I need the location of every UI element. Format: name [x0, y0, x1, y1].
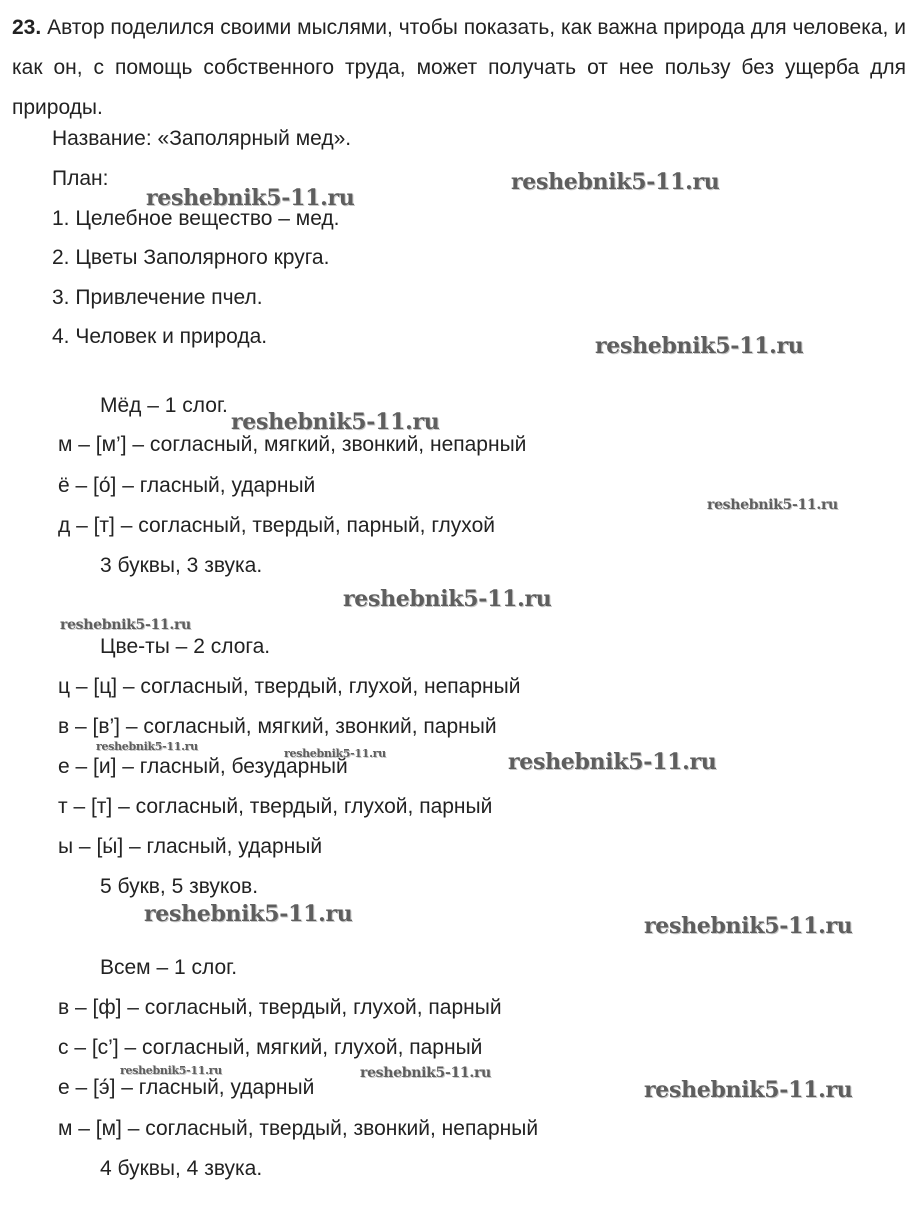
plan-item: 4. Человек и природа. — [52, 325, 268, 348]
plan-item: 1. Целебное вещество – мед. — [52, 207, 340, 230]
letter-analysis: д – [т] – согласный, твердый, парный, глухой — [58, 514, 495, 537]
letter-analysis: ы – [ы́] – гласный, ударный — [58, 835, 323, 858]
letter-analysis: е – [и] – гласный, безударный — [58, 755, 348, 778]
task-text: Автор поделился своими мыслями, чтобы показать, как важна природа для человека, и как он, с помощь собственного труда, может получать от нее пользу без ущерба для природы. — [12, 16, 906, 119]
plan-label: План: — [52, 167, 109, 190]
word-heading: Всем – 1 слог. — [100, 956, 238, 979]
plan-item: 3. Привлечение пчел. — [52, 286, 263, 309]
watermark: reshebnik5-11.ru — [644, 913, 853, 939]
letter-analysis: в – [ф] – согласный, твердый, глухой, парный — [58, 996, 502, 1019]
watermark: reshebnik5-11.ru — [144, 901, 353, 927]
watermark: reshebnik5-11.ru — [511, 169, 720, 195]
word-summary: 5 букв, 5 звуков. — [100, 875, 259, 898]
watermark: reshebnik5-11.ru — [146, 185, 355, 211]
watermark: reshebnik5-11.ru — [284, 747, 386, 760]
watermark: reshebnik5-11.ru — [96, 740, 198, 753]
watermark: reshebnik5-11.ru — [120, 1064, 222, 1077]
task-number: 23. — [12, 16, 42, 39]
watermark: reshebnik5-11.ru — [231, 409, 440, 435]
task-paragraph — [12, 8, 906, 128]
word-summary: 3 буквы, 3 звука. — [100, 554, 263, 577]
letter-analysis: м – [м] – согласный, твердый, звонкий, непарный — [58, 1117, 539, 1140]
letter-analysis: с – [с’] – согласный, мягкий, глухой, парный — [58, 1036, 483, 1059]
watermark: reshebnik5-11.ru — [360, 1065, 491, 1081]
watermark: reshebnik5-11.ru — [707, 497, 838, 513]
letter-analysis: е – [э́] – гласный, ударный — [58, 1076, 315, 1099]
word-heading: Мёд – 1 слог. — [100, 394, 228, 417]
letter-analysis: т – [т] – согласный, твердый, глухой, парный — [58, 795, 493, 818]
watermark: reshebnik5-11.ru — [60, 617, 191, 633]
plan-item: 2. Цветы Заполярного круга. — [52, 246, 330, 269]
watermark: reshebnik5-11.ru — [595, 333, 804, 359]
letter-analysis: ц – [ц] – согласный, твердый, глухой, непарный — [58, 675, 521, 698]
letter-analysis: м – [м’] – согласный, мягкий, звонкий, непарный — [58, 433, 527, 456]
watermark: reshebnik5-11.ru — [343, 586, 552, 612]
watermark: reshebnik5-11.ru — [508, 749, 717, 775]
watermark: reshebnik5-11.ru — [644, 1077, 853, 1103]
word-summary: 4 буквы, 4 звука. — [100, 1157, 263, 1180]
letter-analysis: в – [в’] – согласный, мягкий, звонкий, парный — [58, 715, 497, 738]
title-line: Название: «Заполярный мед». — [52, 127, 352, 150]
letter-analysis: ё – [о́] – гласный, ударный — [58, 474, 316, 497]
word-heading: Цве-ты – 2 слога. — [100, 635, 271, 658]
